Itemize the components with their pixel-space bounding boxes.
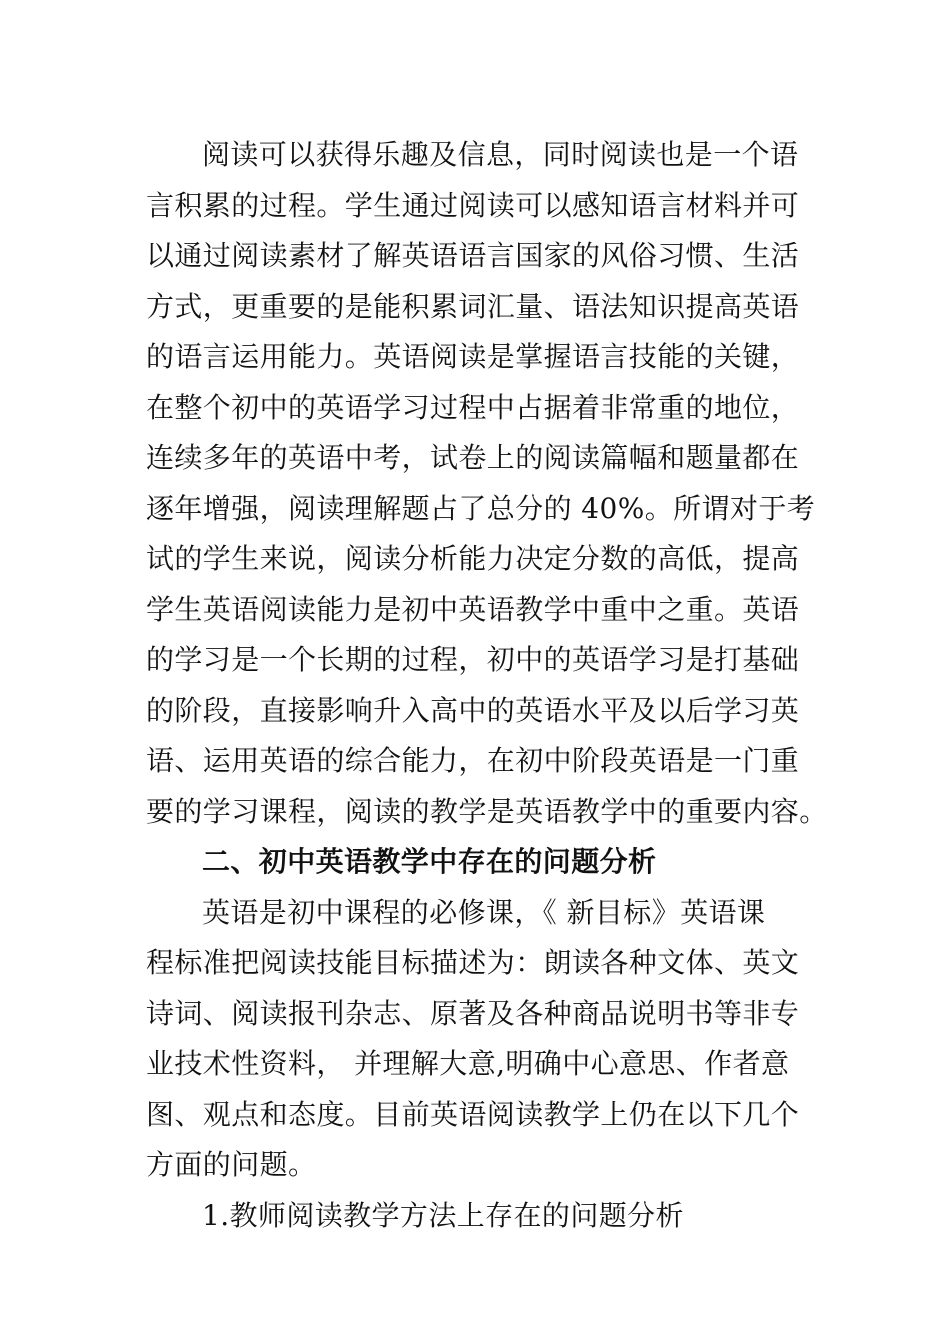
- paragraph-line: 业技术性资料， 并理解大意,明确中心意思、作者意: [146, 1047, 790, 1080]
- paragraph-line: 语、运用英语的综合能力，在初中阶段英语是一门重: [146, 744, 800, 777]
- paragraph-line: 英语是初中课程的必修课，《 新目标》英语课: [202, 895, 766, 929]
- paragraph-line: 学生英语阅读能力是初中英语教学中重中之重。英语: [146, 592, 800, 626]
- paragraph-line: 连续多年的英语中考，试卷上的阅读篇幅和题量都在: [146, 441, 800, 474]
- paragraph-line: 图、观点和态度。目前英语阅读教学上仍在以下几个: [146, 1097, 800, 1131]
- paragraph-line: 阅读可以获得乐趣及信息，同时阅读也是一个语: [202, 138, 799, 171]
- paragraph-line: 方式，更重要的是能积累词汇量、语法知识提高英语: [146, 289, 800, 323]
- paragraph-line: 试的学生来说，阅读分析能力决定分数的高低，提高: [146, 542, 800, 575]
- paragraph-line: 方面的问题。: [146, 1148, 317, 1181]
- paragraph-line: 要的学习课程，阅读的教学是英语教学中的重要内容。: [146, 794, 828, 828]
- subsection-heading: 1.教师阅读教学方法上存在的问题分析: [202, 1198, 684, 1232]
- paragraph-line: 诗词、阅读报刊杂志、原著及各种商品说明书等非专: [146, 996, 800, 1030]
- paragraph-line: 的阶段，直接影响升入高中的英语水平及以后学习英: [146, 693, 800, 727]
- paragraph-line: 程标准把阅读技能目标描述为：朗读各种文体、英文: [146, 946, 800, 979]
- paragraph-line: 的语言运用能力。英语阅读是掌握语言技能的关键，: [146, 340, 800, 373]
- paragraph-line: 的学习是一个长期的过程，初中的英语学习是打基础: [146, 643, 800, 676]
- paragraph-line: 在整个初中的英语学习过程中占据着非常重的地位，: [146, 390, 800, 424]
- paragraph-line: 言积累的过程。学生通过阅读可以感知语言材料并可: [146, 188, 800, 222]
- paragraph-line: 逐年增强，阅读理解题占了总分的 40%。所谓对于考: [146, 491, 816, 525]
- paragraph-line: 以通过阅读素材了解英语语言国家的风俗习惯、生活: [146, 239, 800, 272]
- section-heading: 二、初中英语教学中存在的问题分析: [202, 845, 657, 878]
- document-body: [146, 130, 826, 1241]
